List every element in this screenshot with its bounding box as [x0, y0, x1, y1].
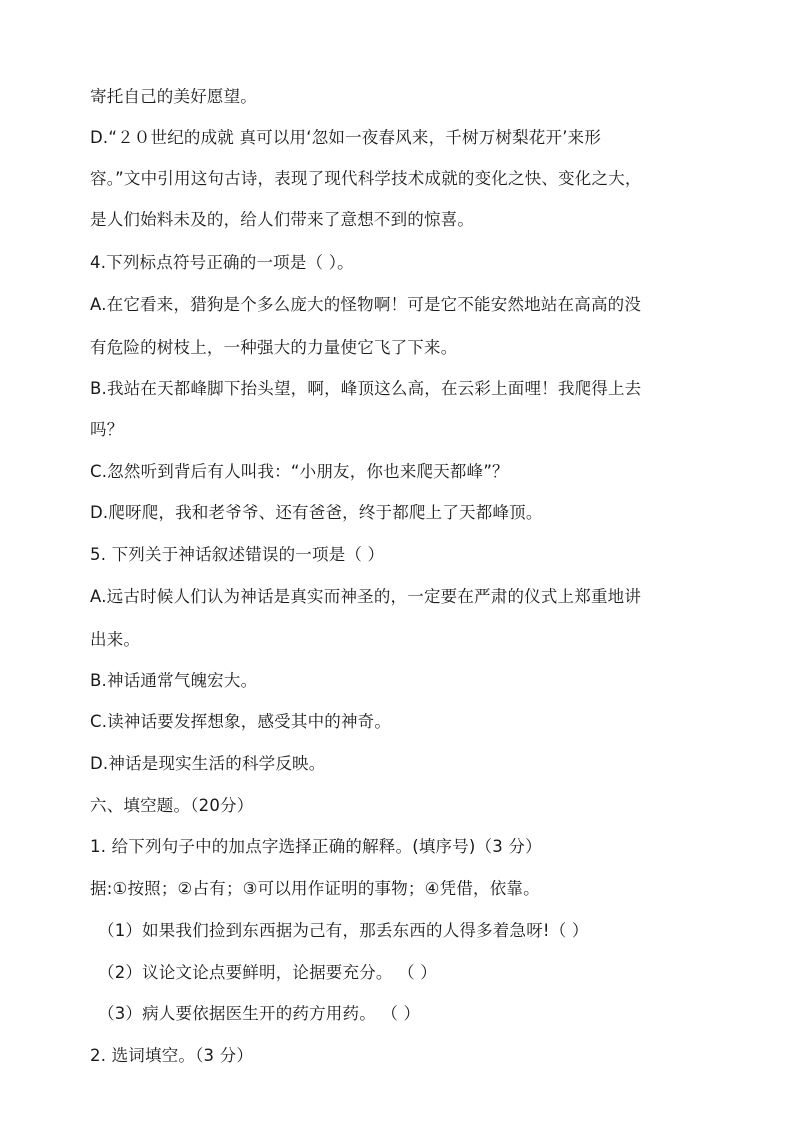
- question-4-option-a-cont: 有危险的树枝上，一种强大的力量使它飞了下来。: [90, 338, 458, 357]
- text-line-3: 容。”文中引用这句古诗，表现了现代科学技术成就的变化之快、变化之大，: [90, 169, 642, 188]
- section-6-heading: 六、填空题。（20分）: [90, 796, 254, 815]
- question-5-option-a-cont: 出来。: [90, 630, 141, 649]
- question-5-option-a: A.远古时候人们认为神话是真实而神圣的，一定要在严肃的仪式上郑重地讲: [90, 587, 642, 606]
- text-line-2: D.“２０世纪的成就 真可以用‘忽如一夜春风来，千树万树梨花开’来形: [90, 128, 602, 147]
- question-5-option-d: D.神话是现实生活的科学反映。: [90, 754, 326, 773]
- question-4-option-a: A.在它看来，猎狗是个多么庞大的怪物啊！可是它不能安然地站在高高的没: [90, 295, 642, 314]
- question-5-stem: 5. 下列关于神话叙述错误的一项是（ ）: [90, 545, 385, 564]
- question-4-stem: 4.下列标点符号正确的一项是（ ）。: [90, 253, 354, 272]
- question-4-option-b-cont: 吗？: [90, 420, 124, 439]
- section-6-question-1: 1. 给下列句子中的加点字选择正确的解释。(填序号)（3 分）: [90, 837, 542, 856]
- sub-question-1: （1）如果我们捡到东西据为己有，那丢东西的人得多着急呀!（ ）: [98, 921, 589, 940]
- question-4-option-b: B.我站在天都峰脚下抬头望，啊，峰顶这么高，在云彩上面哩！我爬得上去: [90, 379, 642, 398]
- text-line-1: 寄托自己的美好愿望。: [90, 87, 257, 106]
- definition-line: 据:①按照；②占有；③可以用作证明的事物；④凭借，依靠。: [90, 879, 540, 898]
- section-6-question-2: 2. 选词填空。（3 分）: [90, 1046, 254, 1065]
- question-5-option-b: B.神话通常气魄宏大。: [90, 671, 258, 690]
- question-5-option-c: C.读神话要发挥想象，感受其中的神奇。: [90, 712, 392, 731]
- sub-question-3: （3）病人要依据医生开的药方用药。 （ ）: [98, 1004, 421, 1023]
- question-4-option-c: C.忽然听到背后有人叫我：“小朋友，你也来爬天都峰”？: [90, 462, 509, 481]
- sub-question-2: （2）议论文论点要鲜明，论据要充分。 （ ）: [98, 963, 437, 982]
- question-4-option-d: D.爬呀爬，我和老爷爷、还有爸爸，终于都爬上了天都峰顶。: [90, 503, 543, 522]
- text-line-4: 是人们始料未及的，给人们带来了意想不到的惊喜。: [90, 210, 475, 229]
